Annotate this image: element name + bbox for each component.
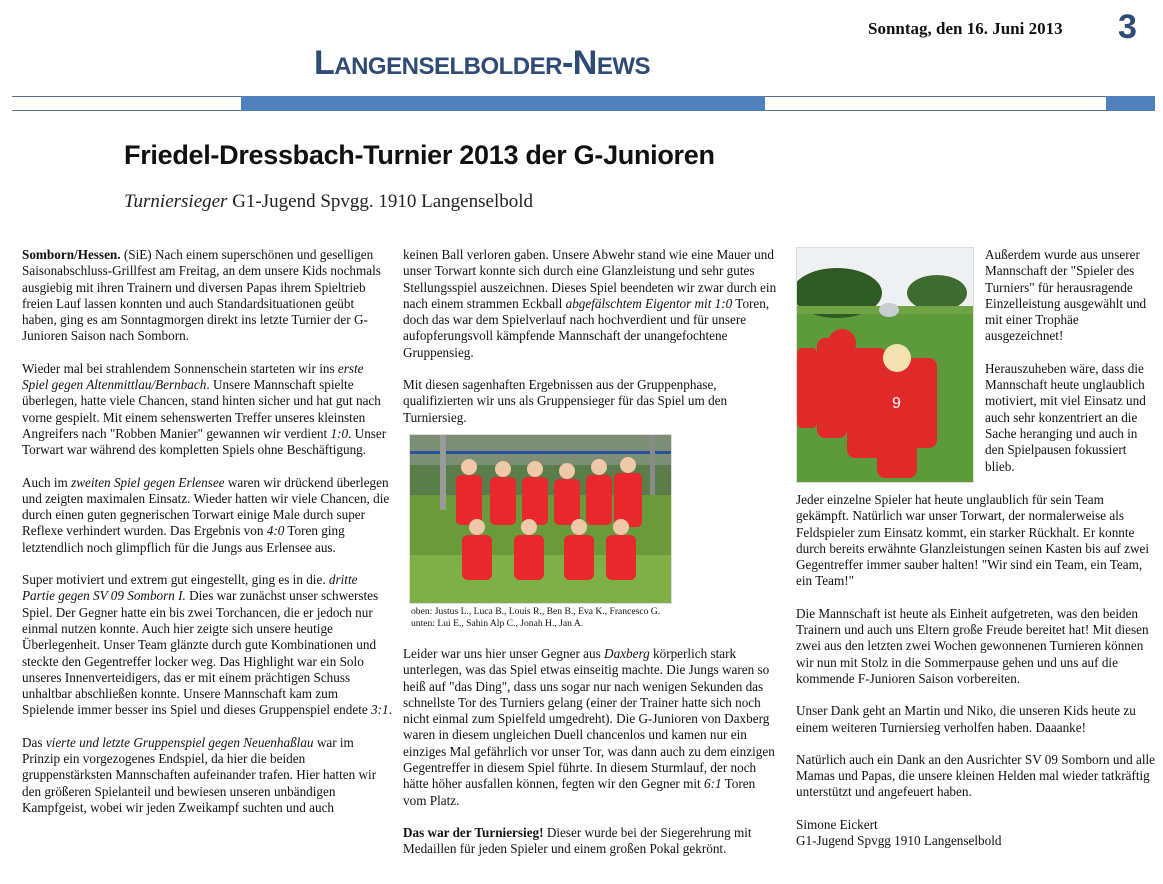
paragraph: Jeder einzelne Spieler hat heute unglaublich für sein Team gekämpft. Natürlich war unser Torwart, der normalerweise als Feldspieler zum Einsatz kommt, ein starker Rückhalt. Er konnte durch bereits erwähnte Glanzleistungen seinen Kasten bis auf zwei Gegentreffer immer sauber halten! "Wir sind ein Team, ein Team, ein Team!" (796, 492, 1150, 589)
team-photo (409, 434, 672, 604)
text: Toren vom Platz. (403, 776, 756, 808)
header-band-blue-segment (1106, 96, 1155, 111)
caption-line-top: oben: Justus L., Luca B., Louis R., Ben B., Eva K., Francesco G. (411, 606, 661, 617)
paragraph: Mit diesen sagenhaften Ergebnissen aus der Gruppenphase, qualifizierten wir uns als Gruppensieger für das Spiel um den Turniersieg. (403, 377, 728, 425)
text: Toren, doch das war dem Spielverlauf nach hochverdient und für unsere aufopferungsvoll kämpfende Mannschaft der unangefochtene Gruppensieg. (403, 295, 770, 360)
subline-italic: Turniersieger (124, 191, 228, 212)
article-column-1 (22, 247, 392, 832)
text: Super motiviert und extrem gut eingestellt, ging es in die. (22, 572, 329, 588)
score: 1:0 (330, 425, 349, 441)
text: Dies war zunächst unser schwerstes Spiel. Der Gegner hatte ein bis zwei Torchancen, die er jedoch nur einmal nutzen konnte. Auch hier zeigte sich unsere heutige Überlegenheit. Unser Team glänzte durch gute Kombinationen und steckte den Gegentreffer locker weg. Das Highlight war ein Solo unseres Innenverteidigers, das er mit einem prächtigen Schuss unhaltbar abschließen konnte. Unsere Mannschaft kam zum Spielende immer besser ins Spiel und dieses Gruppenspiel endete (22, 588, 379, 718)
paragraph: Natürlich auch ein Dank an den Ausrichter SV 09 Somborn und alle Mamas und Papas, die unsere kleinen Helden mal wieder tatkräftig unterstützt und angefeuert haben. (796, 751, 1156, 800)
text: Toren ging letztendlich noch glimpflich für die Jungs aus Erlensee aus. (22, 523, 345, 555)
author-name: Simone Eickert (796, 816, 878, 832)
text: Das (22, 734, 46, 750)
highlight: Das war der Turniersieg! (403, 824, 544, 840)
header-band-blue-segment (241, 96, 765, 111)
article-column-2-lower (403, 646, 779, 874)
text: Wieder mal bei strahlendem Sonnenschein starteten wir ins (22, 360, 338, 376)
text: . (388, 702, 392, 718)
paragraph (22, 572, 392, 719)
emphasis: dritte Partie gegen SV 09 Somborn I. (22, 572, 358, 604)
text: . Unser Torwart war während des kompletten Spiels ohne Beschäftigung. (22, 425, 387, 458)
paragraph: Die Mannschaft ist heute als Einheit aufgetreten, was den beiden Trainern und auch uns Eltern große Freude bereitet hat! Mit diesen zwei aus den letzten zwei Wochen gewonnenen Turnieren können wir nun mit Stolz in die Sommerpause gehen und uns auf die kommende F-Junioren Saison vorbereiten. (796, 605, 1149, 686)
text: (SiE) Nach einem superschönen und geselligen Saisonabschluss-Grillfest am Freitag, an dem unsere Kids nochmals ausgiebig mit ihren Trainern und diversen Papas ihrem Spieltrieb freien Lauf lassen konnten und auch Standardsituationen geübt haben, ging es am Sonntagmorgen direkt ins letzte Turnier der G-Junioren Saison nach Somborn. (22, 247, 381, 344)
text: Leider war uns hier unser Gegner aus (403, 646, 605, 661)
score: 6:1 (704, 776, 722, 792)
emphasis: vierte und letzte Gruppenspiel gegen Neuenhaßlau (45, 734, 314, 750)
dateline: Somborn/Hessen. (22, 247, 121, 262)
paragraph (22, 247, 392, 345)
text: körperlich stark unterlegen, was das Spiel etwas einseitig machte. Die Jungs waren so heiß auf "das Ding", dass uns sogar nur nach wenigen Sekunden das schnellste Tor des Turniers gelang (einer der Trainer hatte sich noch nicht einmal zum Spielfeld umgedreht). Die G-Junioren von Daxberg waren in diesem ungleichen Duell chancenlos und kamen nur ein einziges Mal gefährlich vor unser Tor, was dann auch zu dem einzigen Gegentreffer in diesem Spiel führte. In diesem Sturmlauf, der noch hätte höher ausfallen können, fegten wir den Gegner mit (403, 646, 775, 792)
text: Auch im (22, 474, 72, 490)
article-column-3-top (985, 247, 1157, 491)
paragraph (403, 247, 779, 361)
score: 4:0 (266, 523, 285, 539)
trophy-photo (796, 247, 974, 483)
paragraph (22, 361, 392, 459)
paragraph (403, 825, 779, 858)
article-column-3 (796, 492, 1158, 849)
emphasis: Daxberg (604, 646, 650, 661)
text: Dieser wurde bei der Siegerehrung mit Medaillen für jeden Spieler und einem großen Pokal gekrönt. (403, 824, 752, 857)
text: war im Prinzip ein vorgezogenes Endspiel, da hier die beiden gruppenstärksten Mannschaften aufeinander trafen. Hier hatten wir den größeren Spielanteil und bewiesen unseren unbändigen Kampfgeist, wobei wir jeden Zweikampf suchten und auch (22, 734, 377, 815)
text: keinen Ball verloren gaben. Unsere Abwehr stand wie eine Mauer und unser Torwart konnte sich durch eine Glanzleistung und sehr gutes Stellungsspiel auszeichnen. Dieses Spiel beendeten wir zwar durch ein nach einem strammen Eckball (403, 247, 777, 311)
masthead-title: Langenselbolder-News (314, 44, 650, 82)
jersey-number: 9 (892, 395, 901, 412)
text: waren wir drückend überlegen und zeigten maximalen Einsatz. Wieder hatten wir viele Chancen, die durch einen guten gegnerischen Torwart einige Male durch super Reflexe verhindert wurden. Das Ergebnis von (22, 474, 390, 539)
photo-caption (411, 606, 681, 630)
paragraph (22, 735, 392, 816)
issue-date: Sonntag, den 16. Juni 2013 (868, 19, 1063, 38)
article-subline (124, 191, 533, 213)
score: 3:1 (371, 702, 389, 718)
article-column-2 (403, 247, 779, 442)
caption-line-bottom: unten: Lui E., Sahin Alp C., Jonah H., Jan A. (411, 618, 584, 629)
paragraph (403, 646, 779, 809)
article-headline: Friedel-Dressbach-Turnier 2013 der G-Junioren (124, 140, 715, 170)
header-rule-band (12, 96, 1155, 111)
paragraph: Unser Dank geht an Martin und Niko, die unseren Kids heute zu einem weiteren Turniersieg verholfen haben. Daaanke! (796, 703, 1136, 735)
text: . Unsere Mannschaft spielte überlegen, hatte viele Chancen, stand hinten sicher und hat gut nach vorne gespielt. Mit einem sehenswerten Treffer unseres kleinsten Angreifers nach "Robben Manier" gewannen wir verdient (22, 377, 381, 441)
subline-text: G1-Jugend Spvgg. 1910 Langenselbold (227, 191, 534, 212)
signature (796, 817, 1158, 850)
paragraph: Außerdem wurde aus unserer Mannschaft der "Spieler des Turniers" für herausragende Einzelleistung ausgewählt und mit einer Trophäe ausgezeichnet! (985, 247, 1147, 344)
paragraph: Herauszuheben wäre, dass die Mannschaft heute unglaublich motiviert, mit viel Einsatz und auch sehr konzentriert an die Sache heranging und auch in den Spielpausen fokussiert blieb. (985, 360, 1146, 474)
paragraph (22, 475, 392, 556)
page-number: 3 (1118, 8, 1137, 46)
author-team: G1-Jugend Spvgg 1910 Langenselbold (796, 833, 1002, 849)
emphasis: erste Spiel gegen Altenmittlau/Bernbach (22, 360, 364, 393)
emphasis: abgefälschtem Eigentor mit 1:0 (565, 295, 733, 311)
emphasis: zweiten Spiel gegen Erlensee (71, 474, 225, 490)
